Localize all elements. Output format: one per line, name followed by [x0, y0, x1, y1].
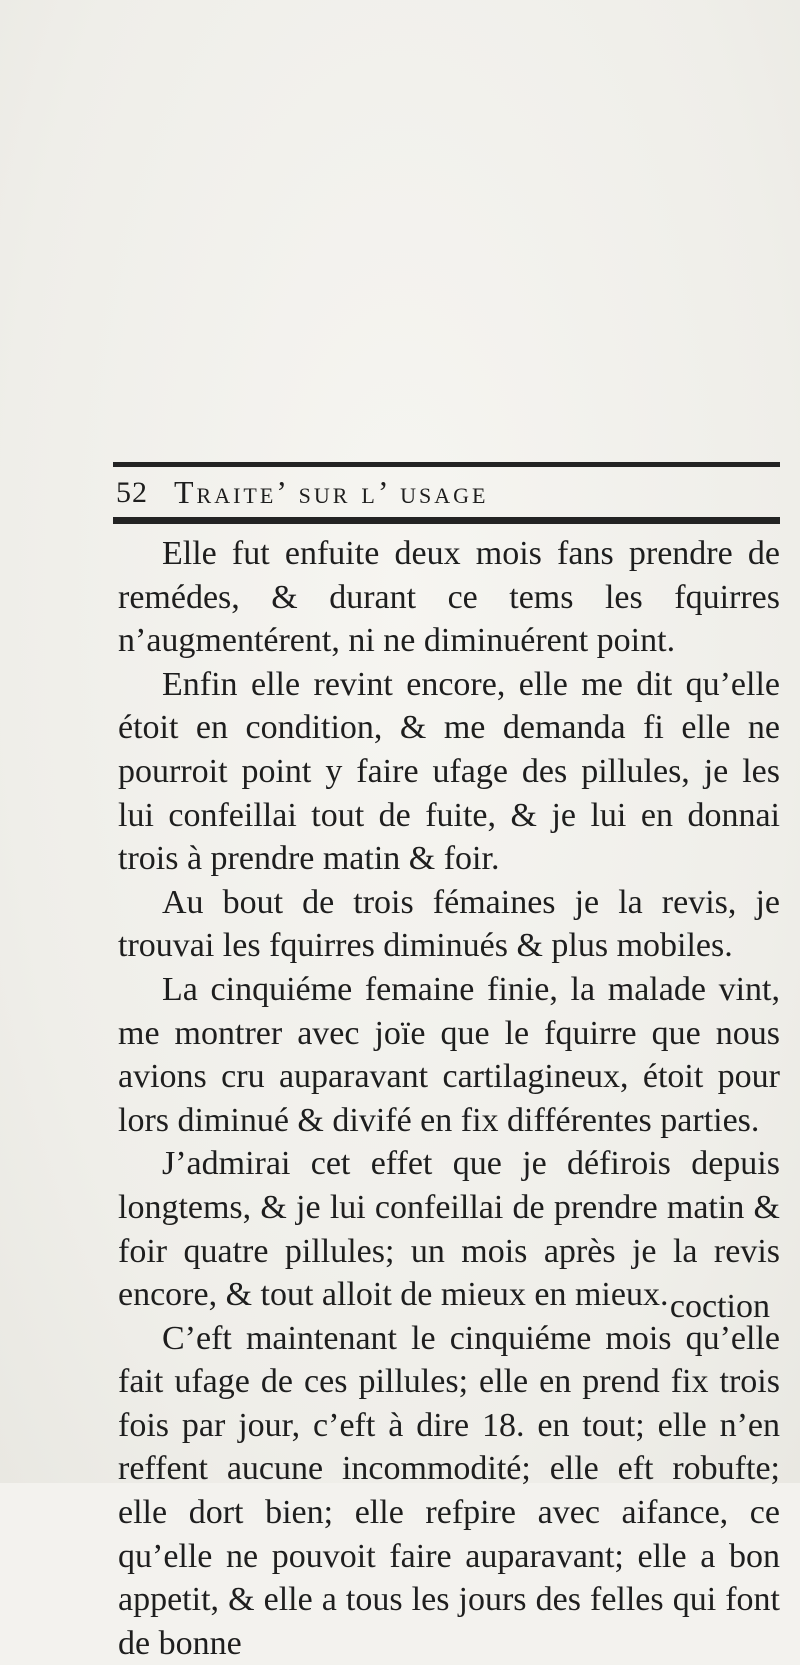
running-head	[116, 474, 776, 514]
paragraph: Elle fut enfuite deux mois fans prendre de remédes, & durant ce tems les fquirres n’augmentérent, ni ne diminuérent point.	[118, 535, 780, 660]
body-text	[118, 532, 780, 1665]
header-rule-top	[113, 462, 780, 467]
header-rule-bottom	[113, 517, 780, 524]
paragraph: J’admirai cet effet que je défirois depuis longtems, & je lui confeillai de prendre matin & foir quatre pillules; un mois après je la revis encore, & tout alloit de mieux en mieux.	[118, 1145, 780, 1314]
running-title: Traite’ sur l’ usage	[174, 474, 489, 510]
paragraph: La cinquiéme femaine finie, la malade vint, me montrer avec joïe que le fquirre que nous avions cru auparavant cartilagineux, étoit pour lors diminué & divifé en fix différentes parties.	[118, 970, 780, 1139]
paragraph: Au bout de trois fémaines je la revis, je trouvai les fquirres diminués & plus mobiles.	[118, 883, 780, 965]
paragraph: Enfin elle revint encore, elle me dit qu’elle étoit en condition, & me demanda fi elle ne pourroit point y faire ufage des pillules, je les lui confeillai tout de fuite, & je lui en donnai trois à prendre matin & foir.	[118, 665, 780, 878]
page-number: 52	[116, 476, 148, 509]
paragraph: C’eft maintenant le cinquiéme mois qu’elle fait ufage de ces pillules; elle en prend fix trois fois par jour, c’eft à dire 18. en tout; elle n’en reffent aucune incommodité; elle eft robufte; elle dort bien; elle refpire avec aifance, ce qu’elle ne pouvoit faire auparavant; elle a bon appetit, & elle a tous les jours des felles qui font de bonne	[118, 1319, 780, 1662]
catchword: coction	[669, 1288, 770, 1325]
